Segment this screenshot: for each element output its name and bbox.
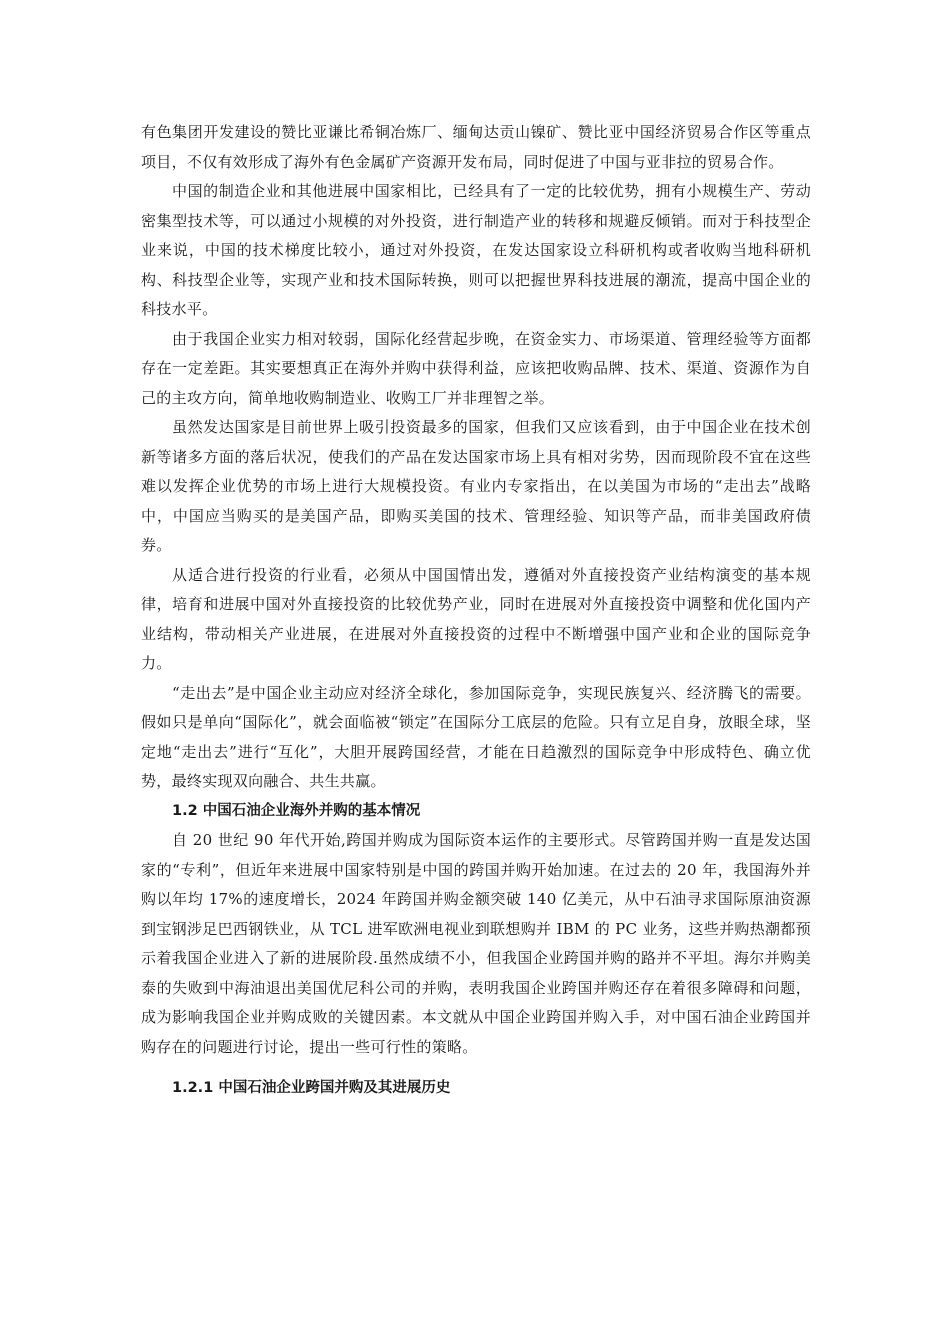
- paragraph-developed-countries: 虽然发达国家是目前世界上吸引投资最多的国家，但我们又应该看到，由于中国企业在技术创新等诸多方面的落后状况，使我们的产品在发达国家市场上具有相对劣势，因而现阶段不宜在这些难以发挥企业优势的市场上进行大规模投资。有业内专家指出，在以美国为市场的“走出去”战略中，中国应当购买的是美国产品，即购买美国的技术、管理经验、知识等产品，而非美国政府债券。: [141, 418, 811, 554]
- paragraph-enterprise-strength: 由于我国企业实力相对较弱，国际化经营起步晚，在资金实力、市场渠道、管理经验等方面都存在一定差距。其实要想真正在海外并购中获得利益，应该把收购品牌、技术、渠道、资源作为自己的主攻方向，简单地收购制造业、收购工厂并非理智之举。: [141, 329, 811, 407]
- paragraph-going-out: “走出去”是中国企业主动应对经济全球化，参加国际竞争，实现民族复兴、经济腾飞的需要。假如只是单向“国际化”，就会面临被“锁定”在国际分工底层的危险。只有立足自身，放眼全球，坚定地“走出去”进行“互化”，大胆开展跨国经营，才能在日趋激烈的国际竞争中形成特色、确立优势，最终实现双向融合、共生共赢。: [141, 683, 811, 790]
- paragraph-section-1-2: 自 20 世纪 90 年代开始,跨国并购成为国际资本运作的主要形式。尽管跨国并购一直是发达国家的“专利”，但近年来进展中国家特别是中国的跨国并购开始加速。在过去的 20 年，我国海外并购以年均 17%的速度增长，2024 年跨国并购金额突破 140 亿美元，从中石油寻求国际原油资源到宝钢涉足巴西钢铁业，从 TCL 进军欧洲电视业到联想购并 IBM 的 PC 业务，这些并购热潮都预示着我国企业进入了新的进展阶段.虽然成绩不小，但我国企业跨国并购的路并不平坦。海尔并购美泰的失败到中海油退出美国优尼科公司的并购，表明我国企业跨国并购还存在着很多障碍和问题，成为影响我国企业并购成败的关键因素。本文就从中国企业跨国并购入手，对中国石油企业跨国并购存在的问题进行讨论，提出一些可行性的策略。: [141, 831, 811, 1056]
- section-heading-1-2: 1.2 中国石油企业海外并购的基本情况: [172, 802, 421, 819]
- document-page: [141, 118, 811, 1104]
- paragraph-industry-selection: 从适合进行投资的行业看，必须从中国国情出发，遵循对外直接投资产业结构演变的基本规律，培育和进展中国对外直接投资的比较优势产业，同时在进展对外直接投资中调整和优化国内产业结构，带动相关产业进展，在进展对外直接投资的过程中不断增强中国产业和企业的国际竞争力。: [141, 565, 811, 672]
- paragraph-manufacturing: 中国的制造企业和其他进展中国家相比，已经具有了一定的比较优势，拥有小规模生产、劳动密集型技术等，可以通过小规模的对外投资，进行制造产业的转移和规避反倾销。而对于科技型企业来说，中国的技术梯度比较小，通过对外投资，在发达国家设立科研机构或者收购当地科研机构、科技型企业等，实现产业和技术国际转换，则可以把握世界科技进展的潮流，提高中国企业的科技水平。: [141, 182, 811, 318]
- paragraph-continued: 有色集团开发建设的赞比亚谦比希铜冶炼厂、缅甸达贡山镍矿、赞比亚中国经济贸易合作区等重点项目，不仅有效形成了海外有色金属矿产资源开发布局，同时促进了中国与亚非拉的贸易合作。: [141, 123, 811, 171]
- section-heading-1-2-1: 1.2.1 中国石油企业跨国并购及其进展历史: [172, 1080, 451, 1096]
